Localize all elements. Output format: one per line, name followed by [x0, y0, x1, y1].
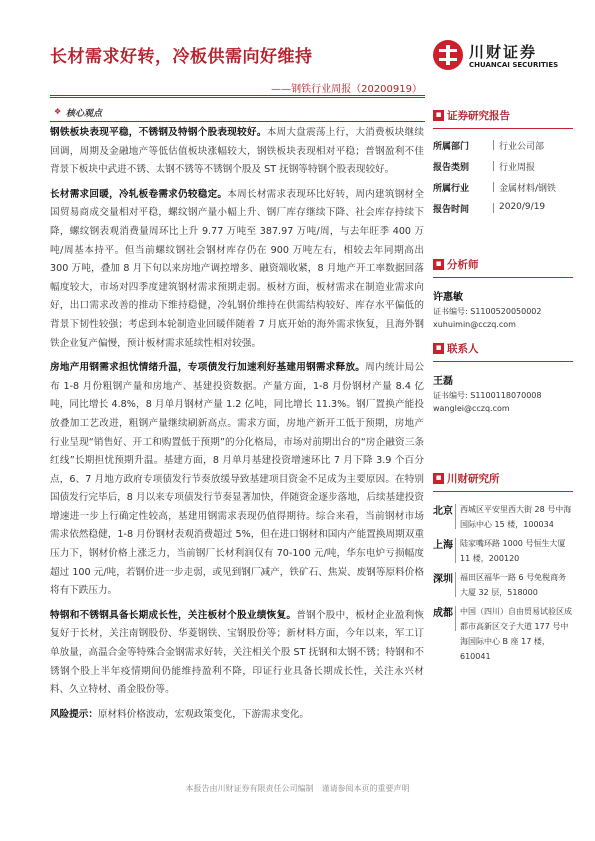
main-content	[50, 124, 424, 730]
analyst-cert: 证书编号: S1100520050002	[433, 307, 542, 316]
info-row-date	[433, 198, 573, 219]
institute-title: 川财研究所	[447, 473, 500, 485]
paragraph-lead: 风险提示：	[50, 708, 98, 720]
info-row-industry	[433, 177, 573, 198]
title-divider	[50, 95, 425, 96]
paragraph-text: 周内统计局公布 1-8 月份粗钢产量和房地产、基建投资数据。产量方面，1-8 月份钢材产量 8.4 亿吨，同比增长 4.8%，8 月单月钢材产量 1.2 亿吨，同比增长 11.3%。钢厂置换产能投放叠加工艺改进，粗钢产量继续刷新高点。需求方面，房地产新开工低于预期，房地产行业呈现“销售好、开工和购置低于预期”的分化格局，市场对前期出台的“房企融资三条红线”长期担忧预期升温。基建方面，8 月单月基建投资增速环比 7 月下降 3.9 个百分点，6、7 月地方政府专项债发行节奏放缓导致基建项目资金不足成为主要原因。在特别国债发行完毕后，8 月以来专项债发行节奏显著加快，伴随资金逐步落地，后续基建投资增速进一步上行确定性较高，基建用钢需求表现仍值得期待。综合来看，当前钢材市场需求依然稳健，1-8 月份钢材表观消费超过 5%，但在进口钢材和国内产能置换周期双重压力下，钢材价格上涨乏力，当前钢厂长材利润仅有 70-100 元/吨，华东电炉亏损幅度超过 100 元/吨，若钢价进一步走弱，或见到钢厂减产，铁矿石、焦炭、废钢等原料价格将有下跌压力。	[50, 362, 425, 597]
info-key: 所属部门	[433, 142, 470, 152]
office-city: 上海	[433, 540, 453, 551]
paragraph-lead: 特钢和不锈钢具备长期成长性，关注板材个股业绩恢复。	[50, 609, 297, 621]
info-key: 报告时间	[433, 205, 470, 215]
info-value: 2020/9/19	[499, 202, 546, 212]
paragraph-lead: 长材需求回暖，冷轧板卷需求仍较稳定。	[50, 188, 228, 200]
diamond-icon: ❖	[54, 107, 62, 116]
contact-email[interactable]: wanglei@cczq.com	[433, 404, 510, 413]
logo-name-cn: 川财证券	[469, 43, 538, 61]
office-shenzhen	[433, 570, 573, 600]
square-icon: ▪	[433, 473, 444, 484]
info-key: 报告类别	[433, 163, 470, 173]
contact-header	[433, 341, 573, 359]
info-value: 行业周报	[499, 160, 535, 173]
sidebar	[433, 108, 573, 664]
report-subtitle: ——钢铁行业周报（20200919）	[271, 84, 422, 95]
paragraph-lead: 房地产用钢需求担忧情绪升温，专项债发行加速利好基建用钢需求释放。	[50, 362, 366, 374]
report-info-title: 证券研究报告	[447, 110, 510, 122]
title-divider-2	[50, 97, 425, 98]
square-icon: ▪	[433, 259, 444, 270]
office-chengdu	[433, 604, 573, 664]
office-address: 陆家嘴环路 1000 号恒生大厦 11 楼，200120	[460, 536, 573, 566]
info-key: 所属行业	[433, 184, 470, 194]
office-city: 成都	[433, 608, 453, 619]
analyst-header	[433, 257, 573, 275]
paragraph-text: 本周长材需求表现环比好转，周内建筑钢材全国贸易商成交量相对平稳，螺纹钢产量小幅上升、钢厂库存继续下降、社会库存持续下降，螺纹钢表观消费量周环比上升 9.77 万吨至 387.97 万吨/周，与去年旺季 400 万吨/周基本持平。但当前螺纹钢社会钢材库存仍在 900 万吨左右，相较去年同期高出 300 万吨，叠加 8 月下旬以来房地产调控增多、融资端收紧，8 月地产开工率数据回落幅度较大，市场对四季度建筑钢材需求预期走弱。板材方面，板材需求在制造业需求向好，出口需求改善的推动下维持稳健，冷轧钢价维持在供需结构较好、库存水平偏低的背景下韧性较强；考虑到本轮制造业回暖伴随着 7 月底开始的海外需求恢复，且海外钢铁企业复产偏慢，预计板材需求延续性相对较强。	[50, 188, 425, 349]
square-icon: ▪	[433, 343, 444, 354]
risk-warning	[50, 706, 424, 725]
paragraph-text: 原材料价格波动，宏观政策变化，下游需求变化。	[97, 708, 310, 720]
office-address: 西城区平安里西大街 28 号中海国际中心 15 楼，100034	[460, 502, 573, 532]
contact-title: 联系人	[447, 343, 479, 355]
paragraph-4	[50, 607, 424, 700]
institute-header	[433, 471, 573, 489]
info-value: 行业公司部	[499, 139, 544, 152]
page-title: 长材需求好转，冷板供需向好维持	[50, 47, 313, 67]
paragraph-3	[50, 359, 424, 601]
paragraph-2	[50, 186, 424, 353]
contact-name: 王磊	[433, 376, 453, 387]
analyst-name: 许惠敏	[433, 292, 463, 303]
core-divider	[50, 121, 425, 122]
paragraph-text: 普钢个股中，板材企业盈利恢复好于长材，关注南钢股份、华菱钢铁、宝钢股份等；新材料方面，今年以来，军工订单放量，高温合金等特殊合金钢需求好转，关注相关个股 ST 抚钢和太钢不锈；特钢和不锈钢个股上半年疫情期间仍能维持盈利不降，印证行业具备长期成长性，关注永兴材料、久立特材、甬金股份等。	[50, 609, 425, 696]
section-divider	[433, 361, 573, 362]
analyst-title: 分析师	[447, 259, 479, 271]
square-icon: ▪	[433, 110, 444, 121]
section-divider	[433, 277, 573, 278]
company-logo	[433, 40, 573, 72]
paragraph-text: 本周大盘震荡上行，大消费板块继续回调，周期及金融地产等低估值板块涨幅较大，钢铁板块表现相对平稳；普钢盈利不佳背景下板块中武进不锈、太钢不锈等不锈钢个股及 ST 抚钢等特钢个股表现较好。	[50, 127, 425, 176]
contact-cert: 证书编号: S1100118070008	[433, 391, 542, 400]
office-address: 福田区福华一路 6 号免税商务大厦 32 层，518000	[460, 570, 573, 600]
office-city: 深圳	[433, 574, 453, 585]
office-city: 北京	[433, 506, 453, 517]
core-views-label: 核心观点	[66, 109, 103, 119]
report-info-header	[433, 108, 573, 126]
office-shanghai	[433, 536, 573, 566]
analyst-email[interactable]: xuhuimin@cczq.com	[433, 320, 516, 329]
paragraph-lead: 钢铁板块表现平稳，不锈钢及特钢个股表现较好。	[50, 127, 267, 138]
paragraph-1	[50, 124, 424, 180]
logo-name-en: CHUANCAI SECURITIES	[469, 61, 559, 69]
info-row-category	[433, 156, 573, 177]
page-footer: 本报告由川财证券有限责任公司编制 谨请参阅本页的重要声明	[185, 784, 410, 793]
logo-mark-icon	[433, 40, 463, 70]
info-row-department	[433, 135, 573, 156]
office-address: 中国（四川）自由贸易试验区成都市高新区交子大道 177 号中海国际中心 B 座 17 楼，610041	[460, 604, 573, 664]
office-beijing	[433, 502, 573, 532]
info-value: 金属材料/钢铁	[499, 181, 556, 194]
